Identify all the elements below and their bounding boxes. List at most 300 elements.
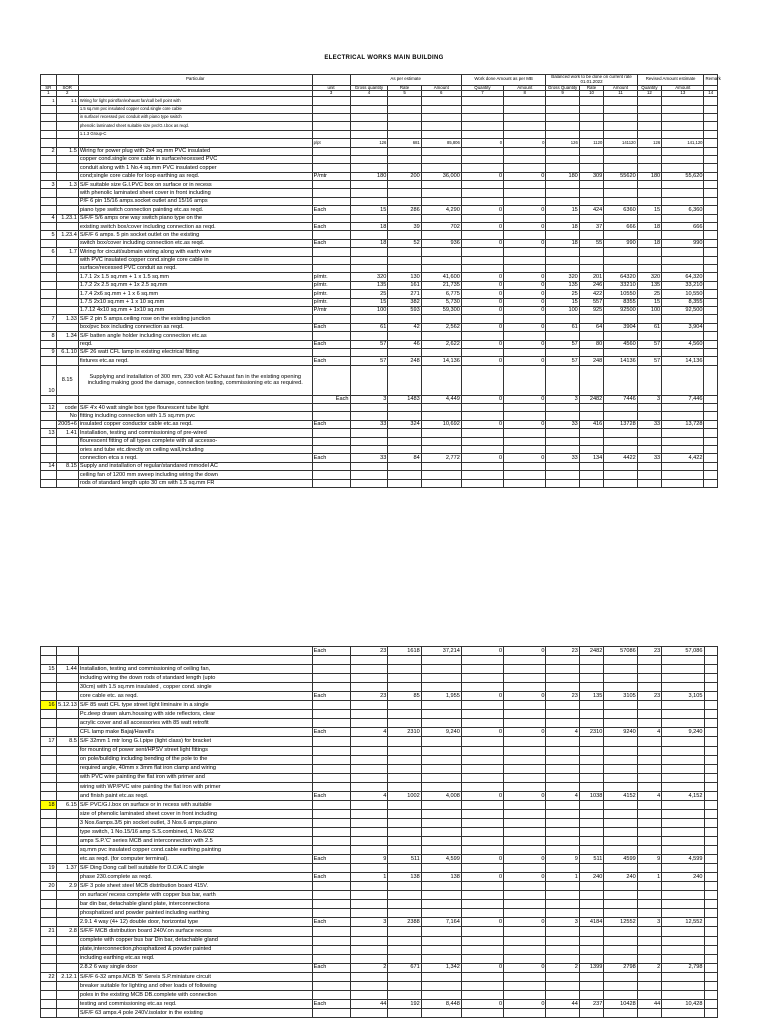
cell-remark: [704, 223, 718, 231]
table-row: [41, 323, 718, 331]
cell-gross-qty: [350, 348, 388, 356]
table-row: [41, 256, 718, 264]
cell-sor: [56, 990, 78, 999]
cell-sor: [56, 446, 78, 454]
cell-remark: [704, 891, 717, 900]
cell-rev-amount: 7,446: [662, 395, 704, 403]
cell-wd-amount: [504, 656, 546, 665]
cell-wd-amount: [504, 674, 546, 683]
cell-wd-amount: [504, 155, 546, 163]
cell-amount: [421, 954, 461, 963]
cell-rev-amount: 3,105: [662, 692, 704, 701]
cell-remark: [704, 791, 717, 800]
header-gross-quantity: Gross quantity: [350, 85, 388, 91]
cell-amount: [421, 189, 461, 197]
cell-unit: [312, 981, 350, 990]
cell-rate: [388, 412, 421, 420]
cell-unit: [312, 782, 350, 791]
cell-particular: S/F batten angle holder including connection etc.as: [78, 332, 312, 340]
cell-bal-rate: [579, 404, 603, 412]
cell-bal-qty: [546, 429, 579, 437]
cell-sr: 15: [41, 665, 57, 674]
cell-rev-amount: 4,599: [662, 855, 704, 864]
cell-rev-qty: [637, 113, 661, 121]
cell-wd-qty: [461, 836, 503, 845]
cell-rate: 1002: [388, 791, 421, 800]
cell-rate: 511: [388, 855, 421, 864]
cell-gross-qty: 23: [350, 647, 388, 656]
cell-particular: Installation, testing and commissioning of pre-wired: [78, 429, 312, 437]
table-row: [41, 773, 718, 782]
cell-wd-qty: [461, 864, 503, 873]
cell-particular: sq.mm pvc insulated copper cond.cable earthing painting: [78, 846, 312, 855]
cell-rate: [388, 256, 421, 264]
cell-bal-amount: [604, 927, 637, 936]
cell-rev-amount: 64,320: [662, 273, 704, 281]
cell-rev-amount: [662, 674, 704, 683]
table-row: [41, 782, 718, 791]
cell-unit: Each: [312, 963, 350, 972]
cell-amount: 2,622: [421, 340, 461, 348]
cell-remark: [704, 214, 718, 222]
cell-wd-amount: [504, 462, 546, 470]
cell-bal-rate: [579, 214, 603, 222]
cell-rev-amount: [662, 936, 704, 945]
table-row: [41, 164, 718, 172]
cell-sor: [56, 139, 78, 147]
cell-particular: S/F suitable size G.I.PVC box on surface or in recess: [78, 181, 312, 189]
table-row: [41, 891, 718, 900]
cell-particular: [78, 656, 312, 665]
header-unit: unit: [312, 85, 350, 91]
cell-sor: [56, 918, 78, 927]
cell-rev-amount: [662, 836, 704, 845]
cell-gross-qty: [350, 265, 388, 273]
cell-wd-qty: [461, 256, 503, 264]
cell-bal-rate: [579, 818, 603, 827]
cell-sr: [41, 936, 57, 945]
cell-remark: [704, 348, 718, 356]
cell-unit: [312, 164, 350, 172]
cell-bal-rate: 2482: [579, 395, 603, 403]
cell-sr: [41, 809, 57, 818]
cell-sr: 19: [41, 864, 57, 873]
cell-rev-qty: 15: [637, 298, 661, 306]
cell-wd-amount: 0: [504, 692, 546, 701]
cell-bal-qty: [546, 746, 579, 755]
cell-rev-amount: 92,500: [662, 306, 704, 314]
cell-bal-qty: [546, 214, 579, 222]
cell-wd-qty: [461, 936, 503, 945]
cell-bal-rate: [579, 800, 603, 809]
header-sor: SOR: [56, 85, 78, 91]
cell-bal-rate: [579, 446, 603, 454]
cell-bal-rate: 135: [579, 692, 603, 701]
table-row: [41, 791, 718, 800]
cell-rate: [388, 332, 421, 340]
cell-bal-amount: [604, 412, 637, 420]
cell-gross-qty: [350, 846, 388, 855]
cell-particular: bar din bar, detachable gland plate, interconnections: [78, 900, 312, 909]
cell-bal-amount: [604, 462, 637, 470]
cell-bal-rate: [579, 827, 603, 836]
cell-gross-qty: [350, 927, 388, 936]
cell-remark: [704, 746, 717, 755]
cell-sr: [41, 105, 57, 113]
cell-particular: Wiring for circuit/submain wiring along with earth wire: [78, 248, 312, 256]
cell-unit: [312, 130, 350, 138]
cell-amount: 936: [421, 239, 461, 247]
cell-rev-amount: [662, 683, 704, 692]
table-row: [41, 147, 718, 155]
cell-gross-qty: [350, 248, 388, 256]
cell-sor: [56, 357, 78, 365]
cell-wd-amount: [504, 437, 546, 445]
cell-unit: [312, 809, 350, 818]
cell-particular: [78, 139, 312, 147]
cell-wd-qty: [461, 437, 503, 445]
cell-sr: [41, 873, 57, 882]
cell-bal-amount: 14136: [604, 357, 637, 365]
cell-sr: [41, 265, 57, 273]
cell-bal-amount: 4422: [604, 454, 637, 462]
cell-bal-amount: [604, 755, 637, 764]
cell-sr: [41, 827, 57, 836]
cell-particular: S/F/F 5/6 amps one way switch piano type on the: [78, 214, 312, 222]
cell-rate: [388, 265, 421, 273]
cell-bal-amount: [604, 827, 637, 836]
cell-sr: [41, 692, 57, 701]
cell-rev-qty: 33: [637, 420, 661, 428]
cell-rate: [388, 315, 421, 323]
cell-sor: [56, 323, 78, 331]
cell-amount: [421, 197, 461, 205]
cell-remark: [704, 479, 718, 487]
cell-particular: required angle, 40mm x 3mm flat iron clamp and wiring: [78, 764, 312, 773]
cell-bal-amount: [604, 446, 637, 454]
cell-bal-amount: [604, 945, 637, 954]
cell-sor: [56, 306, 78, 314]
cell-rate: [388, 818, 421, 827]
cell-bal-qty: 3: [546, 918, 579, 927]
cell-particular: connection etca s reqd.: [78, 454, 312, 462]
cell-sor: 1.7: [56, 248, 78, 256]
cell-bal-rate: [579, 164, 603, 172]
cell-wd-amount: [504, 122, 546, 130]
cell-gross-qty: 25: [350, 290, 388, 298]
cell-remark: [704, 281, 718, 289]
cell-sor: [56, 710, 78, 719]
cell-amount: [421, 809, 461, 818]
cell-amount: [421, 927, 461, 936]
cell-bal-amount: [604, 746, 637, 755]
cell-remark: [704, 999, 717, 1008]
cell-rev-qty: 2: [637, 963, 661, 972]
cell-bal-amount: [604, 189, 637, 197]
cell-bal-amount: [604, 97, 637, 105]
cell-sor: 8.15: [56, 365, 78, 395]
cell-unit: [312, 437, 350, 445]
cell-gross-qty: 23: [350, 692, 388, 701]
cell-bal-amount: 3105: [604, 692, 637, 701]
cell-gross-qty: 180: [350, 172, 388, 180]
cell-bal-amount: [604, 737, 637, 746]
cell-remark: [704, 404, 718, 412]
cell-gross-qty: [350, 1008, 388, 1017]
cell-wd-amount: [504, 97, 546, 105]
cell-remark: [704, 963, 717, 972]
cell-gross-qty: [350, 800, 388, 809]
cell-sor: [56, 827, 78, 836]
cell-wd-amount: [504, 701, 546, 710]
cell-rate: [388, 710, 421, 719]
cell-amount: 2,562: [421, 323, 461, 331]
header-as-per-estimate: As per estimate: [350, 75, 461, 86]
cell-sor: [56, 281, 78, 289]
cell-amount: [421, 446, 461, 454]
cell-unit: Each: [312, 454, 350, 462]
cell-wd-qty: 0: [461, 873, 503, 882]
cell-bal-qty: 18: [546, 239, 579, 247]
cell-unit: [312, 446, 350, 454]
cell-amount: 4,599: [421, 855, 461, 864]
cell-rev-qty: [637, 683, 661, 692]
cell-rev-qty: 33: [637, 454, 661, 462]
cell-amount: [421, 864, 461, 873]
cell-wd-qty: [461, 113, 503, 121]
cell-bal-qty: [546, 674, 579, 683]
cell-remark: [704, 836, 717, 845]
cell-bal-qty: [546, 954, 579, 963]
cell-rev-amount: [662, 656, 704, 665]
cell-rev-amount: [662, 130, 704, 138]
cell-amount: [421, 105, 461, 113]
cell-rev-qty: [637, 404, 661, 412]
cell-gross-qty: 9: [350, 855, 388, 864]
cell-gross-qty: [350, 782, 388, 791]
cell-sor: 1.1: [56, 97, 78, 105]
cell-sor: [56, 945, 78, 954]
cell-bal-rate: [579, 755, 603, 764]
cell-unit: [312, 97, 350, 105]
cell-wd-qty: 0: [461, 728, 503, 737]
cell-rev-qty: 15: [637, 206, 661, 214]
cell-bal-qty: 25: [546, 290, 579, 298]
cell-sor: [56, 1008, 78, 1017]
cell-rate: [388, 404, 421, 412]
cell-particular: ceiling fan of 1200 mm sweep including wiring the down: [78, 471, 312, 479]
cell-rate: 52: [388, 239, 421, 247]
cell-particular: 2.9.1 4 way (4+ 12) double door, horizontal type: [78, 918, 312, 927]
cell-remark: [704, 1008, 717, 1017]
cell-bal-qty: 135: [546, 281, 579, 289]
cell-gross-qty: [350, 809, 388, 818]
table-row: [41, 315, 718, 323]
cell-wd-amount: 0: [504, 728, 546, 737]
cell-rev-qty: [637, 248, 661, 256]
cell-bal-qty: [546, 864, 579, 873]
cell-wd-qty: 0: [461, 692, 503, 701]
cell-particular: wiring with WP/PVC wire painting the flat iron with primer: [78, 782, 312, 791]
cell-unit: Each: [312, 357, 350, 365]
cell-amount: [421, 701, 461, 710]
cell-particular: P/F 6 pin 15/16 amps.socket outlet and 15/16 amps: [78, 197, 312, 205]
cell-particular: core cable etc. as reqd.: [78, 692, 312, 701]
cell-rate: 2310: [388, 728, 421, 737]
cell-unit: P/mtr: [312, 172, 350, 180]
cell-wd-qty: [461, 105, 503, 113]
cell-gross-qty: [350, 818, 388, 827]
cell-gross-qty: 135: [350, 281, 388, 289]
cell-amount: [421, 773, 461, 782]
cell-rev-qty: [637, 265, 661, 273]
cell-bal-amount: [604, 471, 637, 479]
cell-particular: and finish paint etc.as reqd.: [78, 791, 312, 800]
cell-sor: [56, 954, 78, 963]
cell-bal-amount: [604, 954, 637, 963]
cell-wd-amount: [504, 189, 546, 197]
table-row: [41, 728, 718, 737]
cell-rev-qty: [637, 701, 661, 710]
cell-wd-qty: [461, 97, 503, 105]
table-row: [41, 963, 718, 972]
cell-bal-rate: [579, 954, 603, 963]
cell-rate: [388, 214, 421, 222]
cell-bal-amount: 8355: [604, 298, 637, 306]
cell-remark: [704, 855, 717, 864]
cell-sr: 13: [41, 429, 57, 437]
cell-unit: [312, 846, 350, 855]
cell-amount: [421, 827, 461, 836]
cell-rate: [388, 471, 421, 479]
table-row: [41, 873, 718, 882]
cell-rev-qty: [637, 864, 661, 873]
cell-bal-amount: [604, 936, 637, 945]
cell-particular: S/F 3 pole sheet steel MCB distribution board 415V.: [78, 882, 312, 891]
cell-wd-qty: [461, 755, 503, 764]
cell-unit: [312, 265, 350, 273]
cell-bal-amount: [604, 701, 637, 710]
cell-bal-amount: [604, 990, 637, 999]
cell-amount: [421, 130, 461, 138]
cell-remark: [704, 719, 717, 728]
cell-bal-rate: 248: [579, 357, 603, 365]
cell-rate: [388, 882, 421, 891]
cell-wd-qty: 0: [461, 139, 503, 147]
cell-wd-amount: 0: [504, 306, 546, 314]
cell-particular: with phenolic laminated sheet cover in front including: [78, 189, 312, 197]
cell-sor: [56, 172, 78, 180]
cell-remark: [704, 139, 718, 147]
cell-rate: [388, 683, 421, 692]
cell-wd-amount: 0: [504, 298, 546, 306]
cell-bal-qty: [546, 462, 579, 470]
cell-bal-qty: [546, 782, 579, 791]
cell-rate: [388, 909, 421, 918]
cell-rate: [388, 827, 421, 836]
cell-sr: [41, 306, 57, 314]
cell-bal-rate: [579, 348, 603, 356]
cell-gross-qty: [350, 755, 388, 764]
cell-amount: 702: [421, 223, 461, 231]
cell-sor: [56, 647, 78, 656]
cell-amount: [421, 332, 461, 340]
cell-wd-qty: [461, 471, 503, 479]
table-row: [41, 281, 718, 289]
cell-rate: 382: [388, 298, 421, 306]
column-number: 7: [461, 91, 503, 97]
cell-remark: [704, 172, 718, 180]
table-row: [41, 927, 718, 936]
table-row: [41, 454, 718, 462]
cell-bal-rate: [579, 189, 603, 197]
table-row: [41, 306, 718, 314]
cell-wd-qty: [461, 882, 503, 891]
cell-bal-amount: 3904: [604, 323, 637, 331]
cell-amount: 21,735: [421, 281, 461, 289]
cell-sor: [56, 223, 78, 231]
cell-bal-amount: [604, 800, 637, 809]
table-row: [41, 836, 718, 845]
cell-bal-qty: [546, 105, 579, 113]
cell-gross-qty: 2: [350, 963, 388, 972]
cell-remark: [704, 256, 718, 264]
cell-sr: [41, 1008, 57, 1017]
cell-amount: [421, 846, 461, 855]
cell-unit: Each: [312, 855, 350, 864]
cell-wd-amount: [504, 429, 546, 437]
cell-rev-qty: 23: [637, 647, 661, 656]
cell-bal-amount: 2798: [604, 963, 637, 972]
cell-bal-qty: [546, 882, 579, 891]
cell-wd-qty: [461, 891, 503, 900]
cell-rev-qty: 100: [637, 306, 661, 314]
cell-particular: existing switch box/cover including connection as reqd.: [78, 223, 312, 231]
cell-rev-amount: [662, 945, 704, 954]
cell-gross-qty: [350, 900, 388, 909]
cell-gross-qty: [350, 446, 388, 454]
cell-wd-qty: [461, 214, 503, 222]
cell-sr: [41, 647, 57, 656]
cell-wd-qty: [461, 231, 503, 239]
cell-wd-amount: 0: [504, 357, 546, 365]
cell-remark: [704, 197, 718, 205]
cell-particular: S/F PVC/G.I.box on surface or in recess with suitable: [78, 800, 312, 809]
cell-bal-rate: [579, 113, 603, 121]
cell-wd-qty: [461, 197, 503, 205]
cell-wd-qty: 0: [461, 281, 503, 289]
cell-bal-rate: 1120: [579, 139, 603, 147]
cell-gross-qty: [350, 197, 388, 205]
cell-bal-qty: [546, 683, 579, 692]
cell-gross-qty: [350, 429, 388, 437]
cell-rate: [388, 972, 421, 981]
cell-bal-qty: [546, 412, 579, 420]
cell-rev-amount: [662, 719, 704, 728]
cell-sr: 21: [41, 927, 57, 936]
cell-bal-amount: 10550: [604, 290, 637, 298]
table-row: [41, 656, 718, 665]
cell-gross-qty: [350, 181, 388, 189]
cell-bal-rate: [579, 315, 603, 323]
cell-sr: 6: [41, 248, 57, 256]
cell-rate: 138: [388, 873, 421, 882]
table-row: [41, 972, 718, 981]
cell-sr: [41, 773, 57, 782]
cell-bal-amount: 6360: [604, 206, 637, 214]
cell-unit: [312, 900, 350, 909]
cell-rev-qty: [637, 147, 661, 155]
